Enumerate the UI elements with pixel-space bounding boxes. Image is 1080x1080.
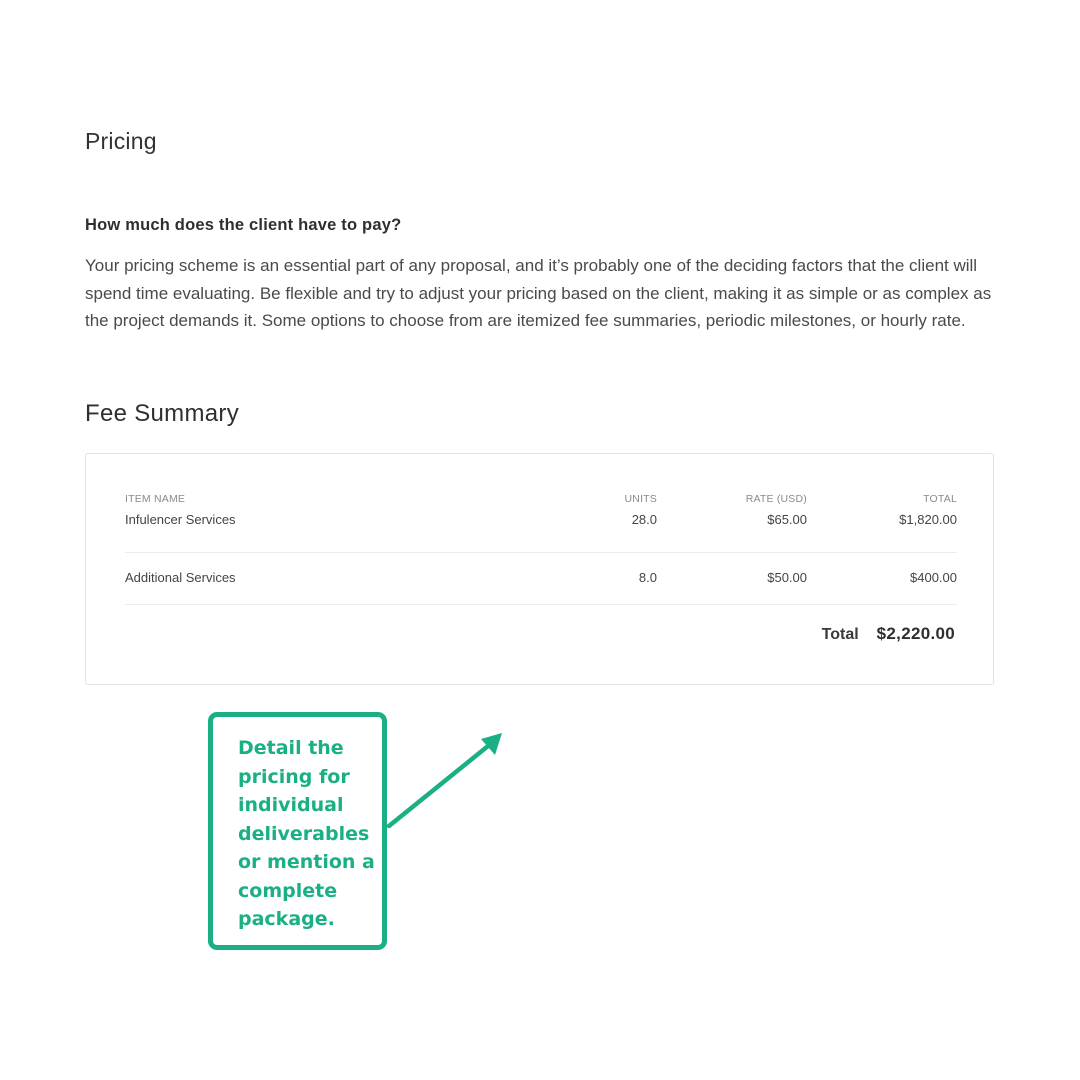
fee-summary-title: Fee Summary [85, 400, 240, 427]
callout-box [208, 712, 387, 950]
table-header-row [125, 490, 957, 508]
table-row [125, 508, 957, 552]
row-rate: $65.00 [657, 508, 807, 552]
row-total: $400.00 [807, 552, 957, 604]
row-total: $1,820.00 [807, 508, 957, 552]
row-item-name: Additional Services [125, 552, 545, 604]
fee-summary-table [125, 490, 957, 605]
row-rate: $50.00 [657, 552, 807, 604]
header-rate: RATE (USD) [745, 493, 807, 505]
fee-summary-card [85, 453, 994, 685]
total-label: Total [821, 626, 859, 643]
header-units: UNITS [624, 493, 657, 505]
callout-text: Detail the pricing for individual deliverables or mention a complete package. [238, 737, 375, 930]
arrow-icon [380, 725, 510, 835]
row-units: 8.0 [545, 552, 657, 604]
row-item-name: Infulencer Services [125, 508, 545, 552]
pricing-description: Your pricing scheme is an essential part of any proposal, and it’s probably one of the deciding factors that the client will spend time evaluating. Be flexible and try to adjust your pricing based on the client, making it as simple or as complex as the project demands it. Some options to choose from are itemized fee summaries, periodic milestones, or hourly rate. [85, 256, 992, 330]
total-value: $2,220.00 [876, 624, 955, 643]
grand-total [822, 624, 955, 644]
header-item-name: ITEM NAME [125, 493, 186, 505]
pricing-title: Pricing [85, 128, 157, 154]
header-total: TOTAL [923, 493, 957, 505]
pricing-question: How much does the client have to pay? [85, 216, 402, 234]
row-units: 28.0 [545, 508, 657, 552]
table-row [125, 552, 957, 604]
